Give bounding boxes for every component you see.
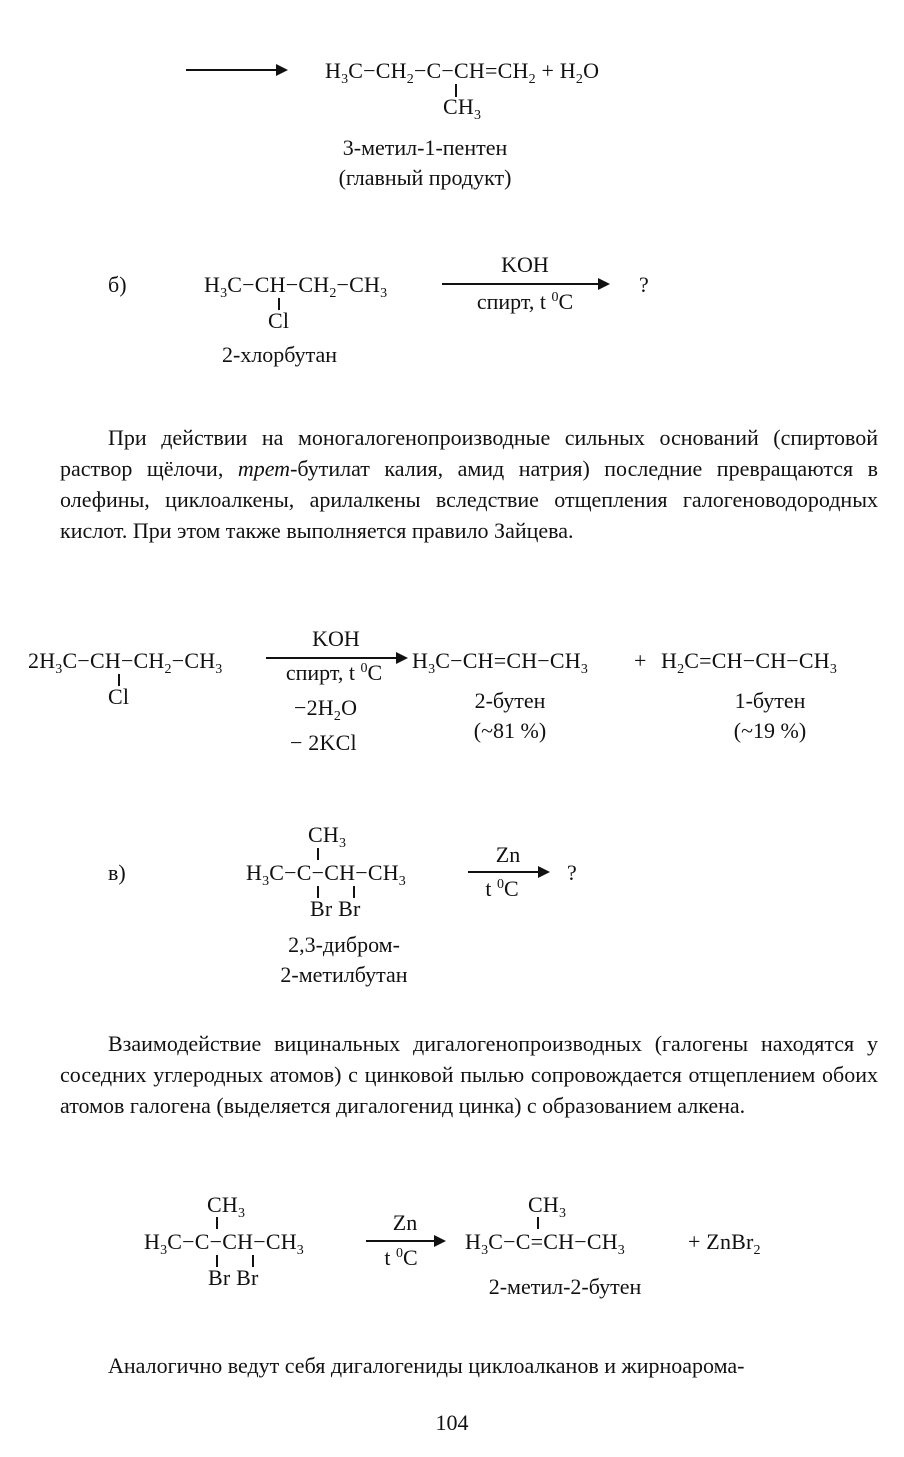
paragraph: Взаимодействие вицинальных дигалогенопроизводных (галогены находятся у соседних углеродных атомов) с цинковой пылью сопровождается отщеплением обоих атомов галогена (выделяется дигалогенид цинка) с образованием алкена. <box>60 1031 878 1118</box>
paragraph: Аналогично ведут себя дигалогениды циклоалканов и жирноарома- <box>108 1353 745 1378</box>
compound-name: 2,3-дибром- <box>288 932 400 957</box>
bond-line <box>537 1217 539 1229</box>
unknown-product: ? <box>639 272 649 297</box>
product-yield: (~19 %) <box>733 718 807 743</box>
reaction-arrow <box>468 871 548 873</box>
reactant-formula: $H_3C-C-CH-CH_3$ <box>246 860 406 889</box>
product-formula: $H_3C-CH=CH-CH_3$ <box>412 648 589 677</box>
reaction-arrow <box>186 69 286 71</box>
reagent-top: KOH <box>501 252 549 277</box>
reagent-bottom: спирт, t $^0$C <box>476 289 574 314</box>
reactant-formula: $H_3C-CH-CH_2-CH_3$ <box>204 272 388 301</box>
byproduct: $-2H_2O$ <box>294 695 358 724</box>
compound-name: 2-метилбутан <box>280 962 408 987</box>
product-yield: (~81 %) <box>473 718 547 743</box>
product-name: 2-бутен <box>474 688 546 713</box>
page-number: 104 <box>435 1410 469 1435</box>
bond-line <box>216 1217 218 1229</box>
bond-line <box>317 848 319 860</box>
substituent: Cl <box>268 308 290 333</box>
reagent-bottom: t $^0$C <box>485 876 519 901</box>
substituent: Cl <box>108 684 130 709</box>
reagent-top: Zn <box>392 1210 418 1235</box>
reaction-arrow <box>266 657 406 659</box>
reaction-arrow <box>442 283 608 285</box>
compound-note: (главный продукт) <box>338 165 512 190</box>
reaction-arrow <box>366 1240 444 1242</box>
plus-sign: + <box>634 648 647 673</box>
substituent: $CH_3$ <box>443 94 482 123</box>
reagent-bottom: спирт, t $^0$C <box>285 660 383 685</box>
substituents: Br Br <box>208 1265 259 1290</box>
reactant-formula: $2H_3C-CH-CH_2-CH_3$ <box>28 648 223 677</box>
product-formula: $H_3C-CH_2-C-CH=CH_2 + H_2O$ <box>325 58 600 87</box>
reagent-top: Zn <box>495 842 521 867</box>
byproduct: − 2KCl <box>290 730 357 755</box>
compound-name: 3-метил-1-пентен <box>342 135 508 160</box>
reaction-label: б) <box>108 272 127 297</box>
product-formula: $H_3C-C=CH-CH_3$ <box>465 1229 625 1258</box>
reagent-top: KOH <box>312 626 360 651</box>
byproduct: + ZnBr$_2$ <box>688 1229 761 1258</box>
compound-name: 2-хлорбутан <box>222 342 338 367</box>
product-formula: $H_2C=CH-CH-CH_3$ <box>661 648 838 677</box>
reaction-label: в) <box>108 860 126 885</box>
paragraph: При действии на моногалогенопроизводные сильных оснований (спиртовой раствор щёлочи, трет-бутилат калия, амид натрия) последние превращаются в олефины, циклоалкены, арилалкены вследствие отщепления галогеноводородных кислот. При этом также выполняется правило Зайцева. <box>60 425 878 543</box>
substituent: $CH_3$ <box>207 1192 246 1221</box>
unknown-product: ? <box>567 860 577 885</box>
product-name: 1-бутен <box>734 688 806 713</box>
substituent: $CH_3$ <box>308 822 347 851</box>
reagent-bottom: t $^0$C <box>384 1245 418 1270</box>
product-name: 2-метил-2-бутен <box>488 1274 642 1299</box>
substituents: Br Br <box>310 896 361 921</box>
reactant-formula: $H_3C-C-CH-CH_3$ <box>144 1229 304 1258</box>
substituent: $CH_3$ <box>528 1192 567 1221</box>
